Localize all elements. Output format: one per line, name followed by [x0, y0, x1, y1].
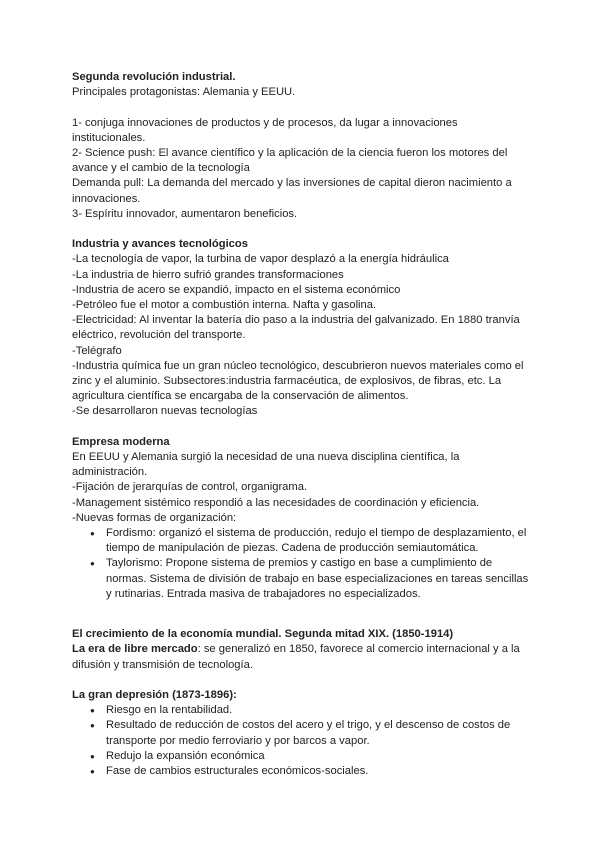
industria-line: -Industria química fue un gran núcleo tecnológico, descubrieron nuevos materiales como el zinc y el aluminio. Subsectores:industria farmacéutica, de explosivos, de fibras, etc. La agricultura científica se encargaba de la conservación de alimentos. [72, 359, 524, 403]
paragraph-1: 1- conjuga innovaciones de productos y de procesos, da lugar a innovaciones institucionales. [72, 116, 458, 144]
industria-line: -Telégrafo [72, 344, 122, 357]
list-item: ● Resultado de reducción de costos del acero y el trigo, y el descenso de costos de transporte por medio ferroviario y por barcos a vapor. [72, 718, 532, 748]
list-item: ● Taylorismo: Propone sistema de premios y castigo en base a cumplimiento de normas. Sistema de división de trabajo en base especializaciones en tareas sencillas y rutinarias. Entrada masiva de trabajadores no especializados. [72, 556, 532, 602]
document-page [72, 70, 532, 779]
list-item: ● Fordismo: organizó el sistema de producción, redujo el tiempo de desplazamiento, el tiempo de manipulación de piezas. Cadena de producción semiautomática. [72, 526, 532, 556]
industria-line: -Industria de acero se expandió, impacto en el sistema económico [72, 283, 401, 296]
list-item: ● Fase de cambios estructurales económicos-sociales. [72, 764, 532, 779]
section-title-gran-depresion: La gran depresión (1873-1896): [72, 689, 237, 702]
libre-mercado-paragraph [72, 642, 532, 672]
libre-mercado-term: La era de libre mercado [72, 643, 198, 656]
section-title-empresa-moderna: Empresa moderna [72, 435, 170, 448]
industria-line: -Electricidad: Al inventar la batería dio paso a la industria del galvanizado. En 1880 tranvía eléctrico, revolución del transporte. [72, 314, 520, 342]
protagonistas-line: Principales protagonistas: Alemania y EEUU. [72, 86, 296, 99]
industria-line: -Petróleo fue el motor a combustión interna. Nafta y gasolina. [72, 299, 377, 312]
section-title-industria: Industria y avances tecnológicos [72, 238, 248, 251]
list-item: ● Redujo la expansión económica [72, 749, 532, 764]
paragraph-3: Demanda pull: La demanda del mercado y las inversiones de capital dieron nacimiento a innovaciones. [72, 177, 512, 205]
section-title-segunda-revolucion: Segunda revolución industrial. [72, 71, 236, 83]
industria-line: -Se desarrollaron nuevas tecnologías [72, 405, 258, 418]
section-title-crecimiento: El crecimiento de la economía mundial. Segunda mitad XIX. (1850-1914) [72, 628, 454, 641]
libre-mercado-text: : se generalizó en 1850, favorece al comercio internacional y a la difusión y transmisión de tecnología. [72, 643, 520, 671]
empresa-line: -Nuevas formas de organización: [72, 511, 237, 524]
depresion-bullet-list [72, 703, 532, 779]
empresa-line: -Management sistémico respondió a las necesidades de coordinación y eficiencia. [72, 496, 480, 509]
list-item: ● Riesgo en la rentabilidad. [72, 703, 532, 718]
industria-line: -La tecnología de vapor, la turbina de vapor desplazó a la energía hidráulica [72, 253, 449, 266]
industria-line: -La industria de hierro sufrió grandes transformaciones [72, 268, 344, 281]
organizacion-bullet-list [72, 526, 532, 602]
empresa-line: -Fijación de jerarquías de control, organigrama. [72, 481, 308, 494]
paragraph-2: 2- Science push: El avance científico y la aplicación de la ciencia fueron los motores del avance y el cambio de la tecnología [72, 147, 508, 175]
empresa-line: En EEUU y Alemania surgió la necesidad de una nueva disciplina científica, la administración. [72, 451, 460, 479]
paragraph-4: 3- Espíritu innovador, aumentaron beneficios. [72, 207, 298, 220]
